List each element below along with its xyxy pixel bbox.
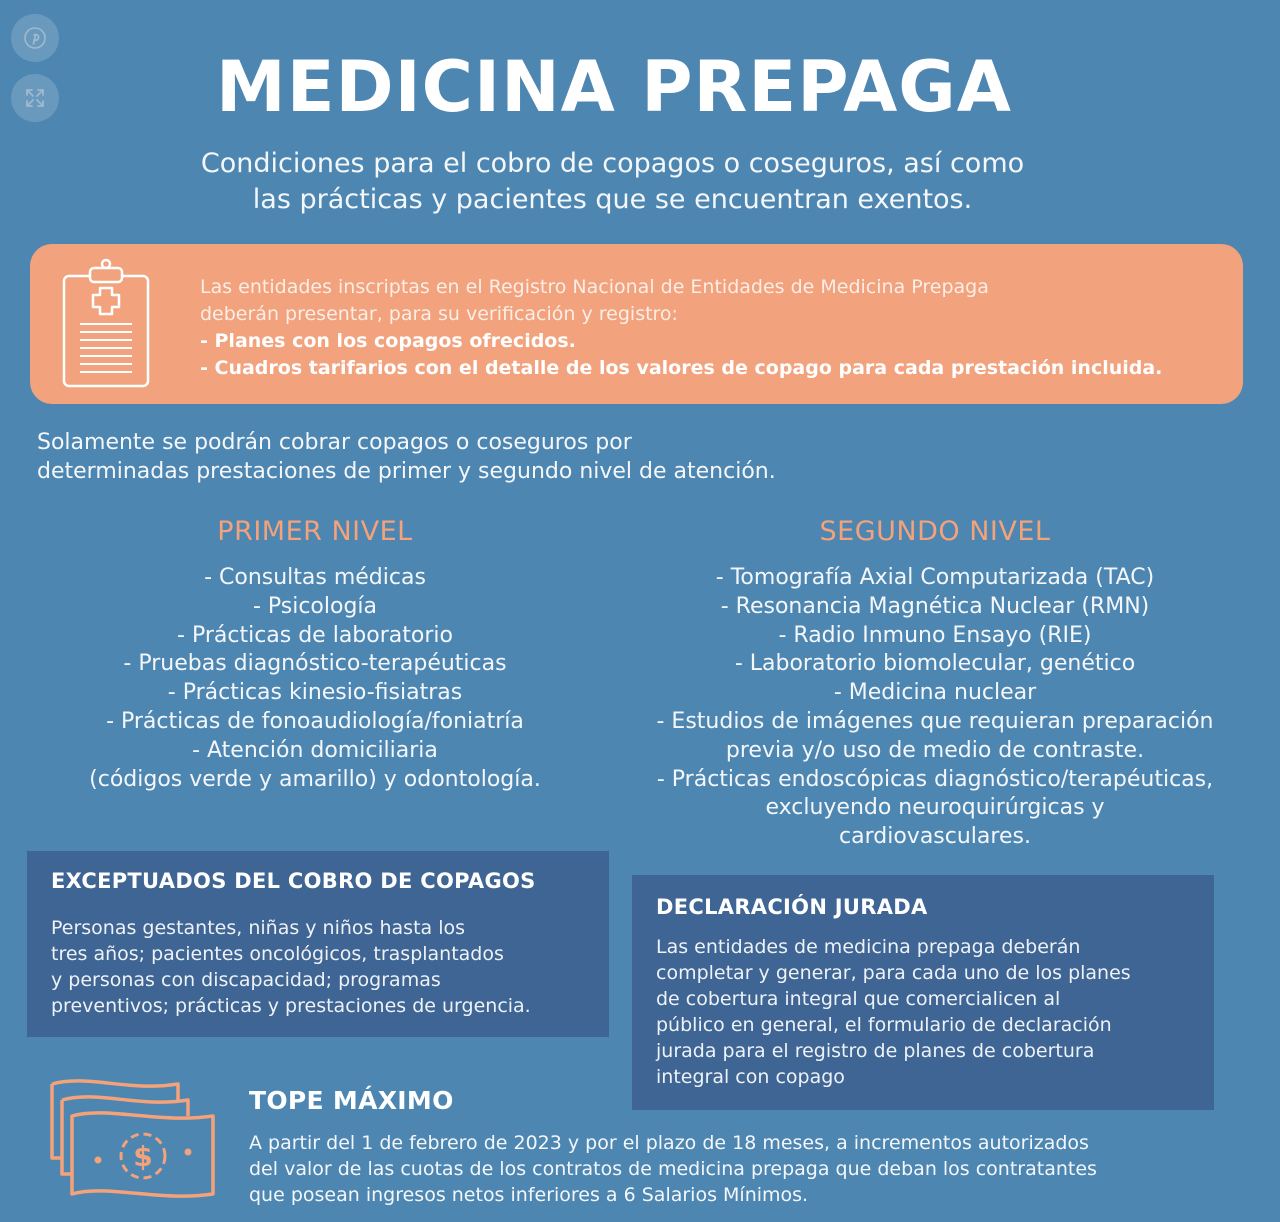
list-item: - Prácticas de fonoaudiología/foniatría xyxy=(106,708,524,734)
registry-bullet: - Cuadros tarifarios con el detalle de los valores de copago para cada prestación incluida. xyxy=(200,357,1163,379)
list-item: - Radio Inmuno Ensayo (RIE) xyxy=(778,622,1092,648)
tope-title: TOPE MÁXIMO xyxy=(249,1086,454,1115)
list-item: - Tomografía Axial Computarizada (TAC) xyxy=(715,565,1155,590)
list-item: - Estudios de imágenes que requieran preparación xyxy=(656,708,1214,734)
registry-text xyxy=(200,274,1230,382)
text-line: A partir del 1 de febrero de 2023 y por el plazo de 18 meses, a incrementos autorizados xyxy=(249,1132,1089,1154)
list-item: - Pruebas diagnóstico-terapéuticas xyxy=(123,651,507,677)
list-item: - Atención domiciliaria xyxy=(192,737,438,763)
registry-box xyxy=(30,244,1243,404)
text-line: integral con copago xyxy=(656,1066,845,1088)
exceptuados-text xyxy=(51,915,601,1019)
intro-line: determinadas prestaciones de primer y segundo nivel de atención. xyxy=(37,459,776,484)
money-bills-icon xyxy=(48,1078,223,1208)
declaracion-text xyxy=(656,934,1206,1090)
list-item: cardiovasculares. xyxy=(839,824,1031,850)
registry-line: Las entidades inscriptas en el Registro Nacional de Entidades de Medicina Prepaga xyxy=(200,276,989,298)
clipboard-medical-icon xyxy=(58,256,154,392)
list-item: - Prácticas de laboratorio xyxy=(177,622,453,648)
svg-text:$: $ xyxy=(133,1140,153,1173)
subtitle xyxy=(140,146,1085,218)
registry-bullet: - Planes con los copagos ofrecidos. xyxy=(200,330,576,352)
exceptuados-title: EXCEPTUADOS DEL COBRO DE COPAGOS xyxy=(51,869,536,893)
text-line: público en general, el formulario de declaración xyxy=(656,1014,1112,1036)
text-line: jurada para el registro de planes de cobertura xyxy=(656,1040,1095,1062)
declaracion-title: DECLARACIÓN JURADA xyxy=(656,895,928,919)
text-line: preventivos; prácticas y prestaciones de urgencia. xyxy=(51,995,531,1017)
segundo-nivel-list xyxy=(615,564,1255,852)
text-line: de cobertura integral que comercialicen al xyxy=(656,988,1061,1010)
list-item: - Prácticas endoscópicas diagnóstico/terapéuticas, xyxy=(656,766,1214,792)
subtitle-line: las prácticas y pacientes que se encuentran exentos. xyxy=(252,184,973,215)
list-item: - Laboratorio biomolecular, genético xyxy=(734,651,1136,677)
text-line: completar y generar, para cada uno de los planes xyxy=(656,962,1131,984)
text-line: que posean ingresos netos inferiores a 6 Salarios Mínimos. xyxy=(249,1184,809,1206)
subtitle-line: Condiciones para el cobro de copagos o coseguros, así como xyxy=(200,148,1025,179)
primer-nivel-title: PRIMER NIVEL xyxy=(217,516,413,547)
text-line: Las entidades de medicina prepaga deberán xyxy=(656,936,1081,958)
list-item: - Medicina nuclear xyxy=(833,680,1037,706)
tope-text xyxy=(249,1130,1249,1208)
intro-text xyxy=(37,428,917,486)
list-item: (códigos verde y amarillo) y odontología. xyxy=(89,766,541,792)
list-item: previa y/o uso de medio de contraste. xyxy=(725,737,1145,763)
page-title: MEDICINA PREPAGA xyxy=(216,46,1012,128)
text-line: Personas gestantes, niñas y niños hasta los xyxy=(51,917,466,939)
registry-line: deberán presentar, para su verificación y registro: xyxy=(200,303,678,325)
intro-line: Solamente se podrán cobrar copagos o coseguros por xyxy=(37,430,632,455)
list-item: - Consultas médicas xyxy=(204,565,426,590)
segundo-nivel-title: SEGUNDO NIVEL xyxy=(819,516,1051,547)
text-line: tres años; pacientes oncológicos, trasplantados xyxy=(51,943,504,965)
text-line: del valor de las cuotas de los contratos de medicina prepaga que deban los contratantes xyxy=(249,1158,1097,1180)
primer-nivel-list xyxy=(40,564,590,794)
text-line: y personas con discapacidad; programas xyxy=(51,969,441,991)
exceptuados-box xyxy=(27,851,609,1037)
declaracion-box xyxy=(632,875,1214,1110)
list-item: - Psicología xyxy=(252,593,378,619)
list-item: excluyendo neuroquirúrgicas y xyxy=(765,795,1105,821)
list-item: - Prácticas kinesio-fisiatras xyxy=(167,680,463,706)
list-item: - Resonancia Magnética Nuclear (RMN) xyxy=(720,593,1150,619)
